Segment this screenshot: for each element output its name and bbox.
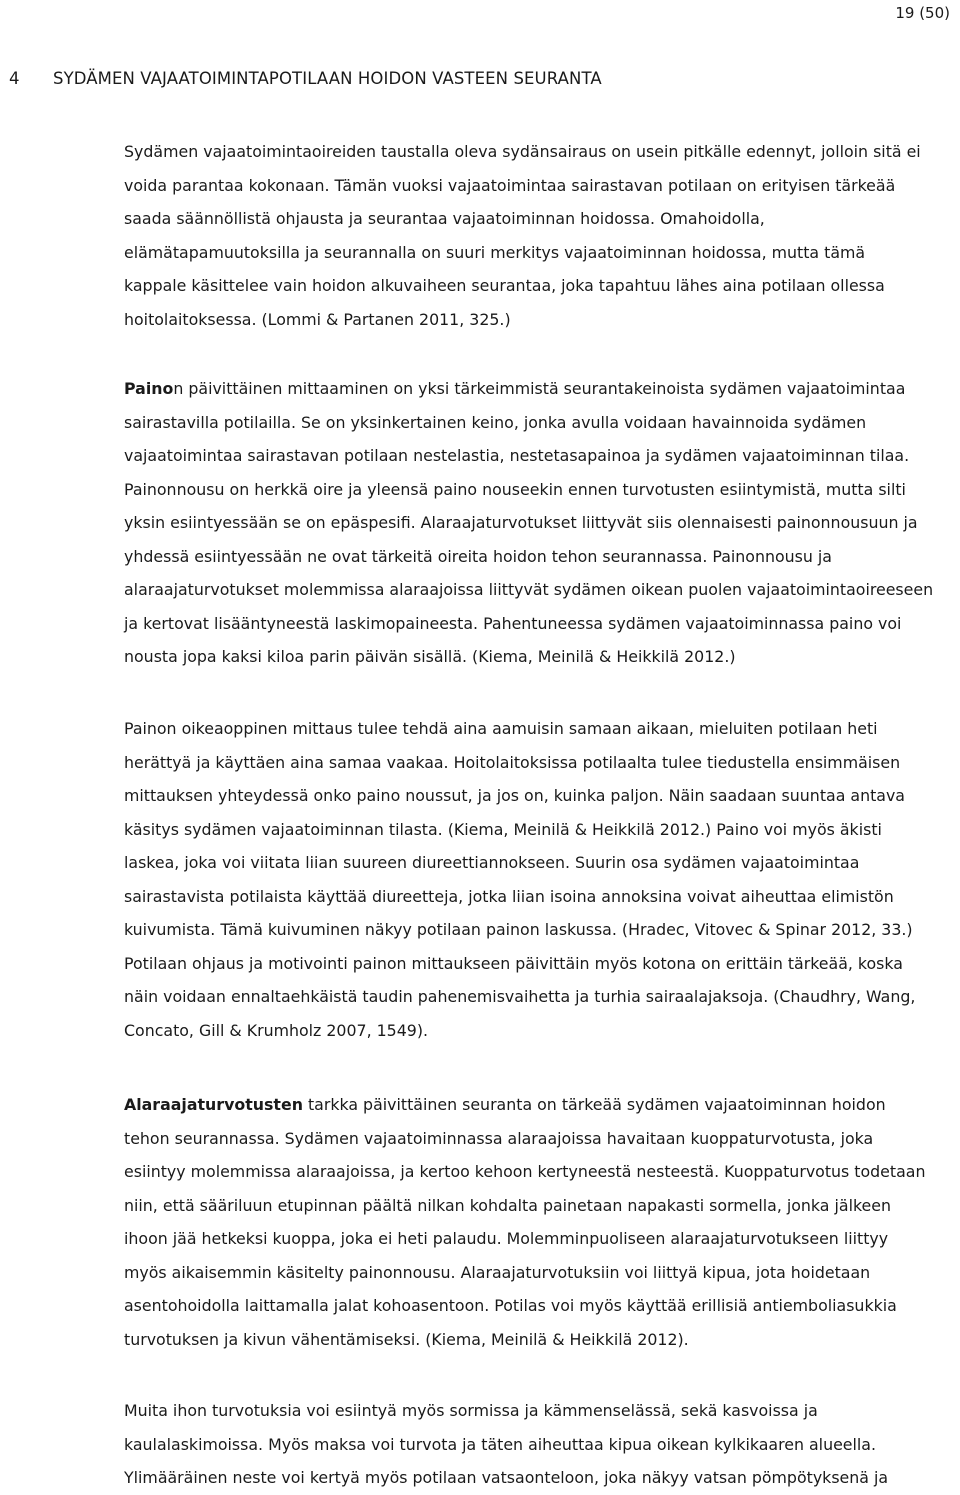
text-line: kuivumista. Tämä kuivuminen näkyy potilaan painon laskussa. (Hradec, Vitovec & Spinar 2012, 33.) <box>124 920 913 939</box>
paragraph-weight-monitoring <box>124 372 960 674</box>
text-line: mittauksen yhteydessä onko paino noussut, ja jos on, kuinka paljon. Näin saadaan suuntaa antava <box>124 786 905 805</box>
text-line: sairastavista potilaista käyttää diureetteja, jotka liian isoina annoksina voivat aiheuttaa elimistön <box>124 886 894 906</box>
text-line: ja kertovat lisääntyneestä laskimopaineesta. Pahentuneessa sydämen vajaatoiminnassa paino voi <box>124 613 902 633</box>
text-line: kaulalaskimoissa. Myös maksa voi turvota ja täten aiheuttaa kipua oikean kylkikaaren alueella. <box>124 1434 876 1454</box>
text-line: turvotuksen ja kivun vähentämiseksi. (Kiema, Meinilä & Heikkilä 2012). <box>124 1329 689 1349</box>
paragraph-edema-monitoring <box>124 1088 960 1356</box>
text-line: hoitolaitoksessa. (Lommi & Partanen 2011, 325.) <box>124 309 511 329</box>
text-line: alaraajaturvotukset molemmissa alaraajoissa liittyvät sydämen oikean puolen vajaatoimintaoireeseen <box>124 580 934 599</box>
text-line: voida parantaa kokonaan. Tämän vuoksi vajaatoimintaa sairastavan potilaan on erityisen tärkeää <box>124 175 896 195</box>
text-line: käsitys sydämen vajaatoiminnan tilasta. (Kiema, Meinilä & Heikkilä 2012.) Paino voi myös äkisti <box>124 819 882 839</box>
text-line: esiintyy molemmissa alaraajoissa, ja kertoo kehoon kertyneestä nesteestä. Kuoppaturvotus todetaan <box>124 1162 926 1181</box>
text-line: asentohoidolla laittamalla jalat kohoasentoon. Potilas voi myös käyttää erillisiä antiemboliasukkia <box>124 1296 897 1315</box>
text-run: n päivittäinen mittaaminen on yksi tärkeimmistä seurantakeinoista sydämen vajaatoimintaa <box>173 379 906 398</box>
text-line: laskea, joka voi viitata liian suureen diureettiannokseen. Suurin osa sydämen vajaatoimintaa <box>124 853 860 872</box>
text-line: yksin esiintyessään se on epäspesifi. Alaraajaturvotukset liittyvät siis olennaisesti painonnousuun ja <box>124 513 918 532</box>
text-line: niin, että sääriluun etupinnan päältä nilkan kohdalta painetaan napakasti sormella, jonka jälkeen <box>124 1195 891 1215</box>
paragraph-weight-measurement <box>124 712 960 1047</box>
text-line: sairastavilla potilailla. Se on yksinkertainen keino, jonka avulla voidaan havainnoida sydämen <box>124 412 867 432</box>
text-line: Painon oikeaoppinen mittaus tulee tehdä aina aamuisin samaan aikaan, mieluiten potilaan heti <box>124 719 878 738</box>
text-line: näin voidaan ennaltaehkäistä taudin pahenemisvaihetta ja turhia sairaalajaksoja. (Chaudhry, Wang, <box>124 987 916 1006</box>
text-line: nousta jopa kaksi kiloa parin päivän sisällä. (Kiema, Meinilä & Heikkilä 2012.) <box>124 647 736 666</box>
text-line: tehon seurannassa. Sydämen vajaatoiminnassa alaraajoissa havaitaan kuoppaturvotusta, joka <box>124 1128 874 1148</box>
text-line: Painonnousu on herkkä oire ja yleensä paino nouseekin ennen turvotusten esiintymistä, mutta silti <box>124 479 906 499</box>
bold-term: Alaraajaturvotusten <box>124 1095 303 1114</box>
bold-term: Paino <box>124 379 174 398</box>
text-line <box>124 1088 960 1122</box>
text-line: Potilaan ohjaus ja motivointi painon mittaukseen päivittäin myös kotona on erittäin tärkeää, koska <box>124 953 903 973</box>
text-line: elämätapamuutoksilla ja seurannalla on suuri merkitys vajaatoiminnan hoidossa, mutta tämä <box>124 242 866 262</box>
text-line: herättyä ja käyttäen aina samaa vaakaa. Hoitolaitoksissa potilaalta tulee tiedustella ensimmäisen <box>124 752 901 772</box>
text-line: kappale käsittelee vain hoidon alkuvaiheen seurantaa, joka tapahtuu lähes aina potilaan ollessa <box>124 276 885 295</box>
text-line: yhdessä esiintyessään ne ovat tärkeitä oireita hoidon tehon seurannassa. Painonnousu ja <box>124 546 832 566</box>
text-line: Muita ihon turvotuksia voi esiintyä myös sormissa ja kämmenselässä, sekä kasvoissa ja <box>124 1401 818 1420</box>
paragraph-intro <box>124 135 960 336</box>
section-number: 4 <box>9 69 20 88</box>
text-line <box>124 372 960 406</box>
page-number: 19 (50) <box>895 4 950 22</box>
text-line: ihoon jää hetkeksi kuoppa, joka ei heti palaudu. Molemminpuoliseen alaraajaturvotukseen liittyy <box>124 1229 889 1248</box>
section-title: SYDÄMEN VAJAATOIMINTAPOTILAAN HOIDON VASTEEN SEURANTA <box>53 69 602 88</box>
paragraph-other-edema <box>124 1394 960 1495</box>
text-line: Ylimääräinen neste voi kertyä myös potilaan vatsaonteloon, joka näkyy vatsan pömpötyksenä ja <box>124 1468 889 1487</box>
section-heading <box>9 69 602 88</box>
text-line: Sydämen vajaatoimintaoireiden taustalla oleva sydänsairaus on usein pitkälle edennyt, jolloin sitä ei <box>124 142 921 161</box>
text-line: saada säännöllistä ohjausta ja seurantaa vajaatoiminnan hoidossa. Omahoidolla, <box>124 209 765 228</box>
text-run: tarkka päivittäinen seuranta on tärkeää sydämen vajaatoiminnan hoidon <box>302 1095 886 1114</box>
text-line: vajaatoimintaa sairastavan potilaan nestelastia, nestetasapainoa ja sydämen vajaatoiminnan tilaa. <box>124 446 910 465</box>
text-line: Concato, Gill & Krumholz 2007, 1549). <box>124 1020 429 1040</box>
text-line: myös aikaisemmin käsitelty painonnousu. Alaraajaturvotuksiin voi liittyä kipua, jota hoidetaan <box>124 1262 871 1282</box>
